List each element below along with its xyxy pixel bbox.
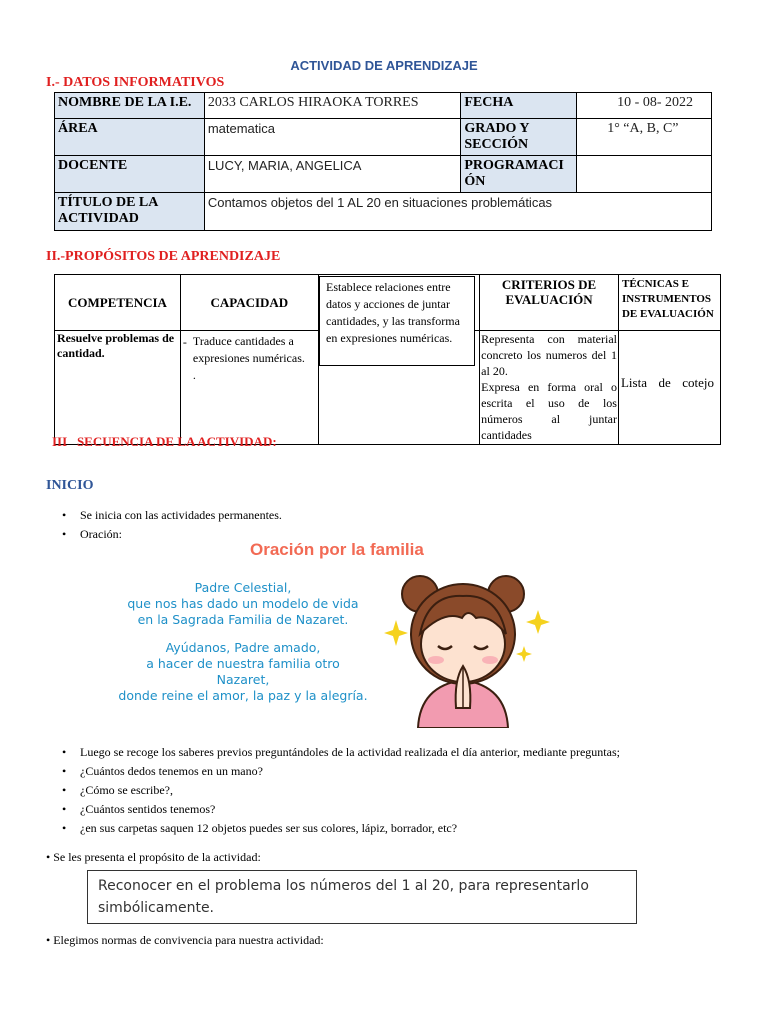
capacidad-dash: - [182, 335, 187, 349]
sparkle-icon [516, 646, 532, 662]
capacidad-header: CAPACIDAD [180, 275, 318, 331]
docente-value: LUCY, MARIA, ANGELICA [204, 156, 461, 193]
proposito-intro: • Se les presenta el propósito de la actividad: [46, 850, 261, 864]
sparkle-icon [384, 620, 408, 646]
fecha-label: FECHA [461, 93, 577, 119]
area-value: matematica [204, 119, 461, 156]
prayer-line: Padre Celestial, [194, 580, 292, 595]
competencia-value: Resuelve problemas de cantidad. [55, 331, 181, 445]
grado-label: GRADO Y SECCIÓN [461, 119, 577, 156]
capacidad-dot: . [192, 368, 196, 382]
list-item: • Luego se recoge los saberes previos preguntándoles de la actividad realizada el día anterior, mediante preguntas; [56, 743, 756, 762]
page-title: ACTIVIDAD DE APRENDIZAJE [290, 58, 478, 73]
nombre-label: NOMBRE DE LA I.E. [55, 93, 205, 119]
prayer-title: Oración por la familia [250, 540, 424, 559]
prayer-text [118, 580, 368, 704]
list-item: • ¿Cuántos sentidos tenemos? [56, 800, 756, 819]
criterio-1: Representa con material concreto los numeros del 1 al 20. [481, 332, 617, 378]
section-secuencia-heading [52, 434, 277, 450]
list-item: • Oración: [56, 525, 736, 544]
criterio-2: Expresa en forma oral o escrita el uso de los números al juntar cantidades [481, 380, 617, 442]
criterios-header: CRITERIOS DE EVALUACIÓN [480, 275, 619, 331]
inicio-heading: INICIO [46, 478, 94, 493]
prayer-line: que nos has dado un modelo de vida [127, 596, 359, 611]
list-item: • ¿en sus carpetas saquen 12 objetos puedes ser sus colores, lápiz, borrador, etc? [56, 819, 756, 838]
competencia-header: COMPETENCIA [55, 275, 181, 331]
nombre-value: 2033 CARLOS HIRAOKA TORRES [204, 93, 461, 119]
section-propositos-heading: II.-PROPÓSITOS DE APRENDIZAJE [46, 249, 281, 264]
programacion-label: PROGRAMACIÓN [461, 156, 577, 193]
sparkle-icon [526, 610, 550, 634]
prayer-line: Ayúdanos, Padre amado, [165, 640, 321, 655]
titulo-label: TÍTULO DE LA ACTIVIDAD [55, 193, 205, 231]
prayer-line: a hacer de nuestra familia otro Nazaret, [146, 656, 340, 687]
grado-value: 1° “A, B, C” [577, 119, 712, 156]
saberes-list [56, 743, 756, 838]
tecnica-value: Lista de cotejo [618, 331, 720, 445]
normas-intro: • Elegimos normas de convivencia para nuestra actividad: [46, 933, 324, 947]
secuencia-number: III [52, 434, 68, 449]
titulo-value: Contamos objetos del 1 AL 20 en situaciones problemáticas [204, 193, 711, 231]
praying-girl-illustration [378, 568, 558, 728]
secuencia-label: SECUENCIA DE LA ACTIVIDAD: [76, 434, 277, 449]
desempeno-box: Establece relaciones entre datos y acciones de juntar cantidades, y las transforma en expresiones numéricas. [319, 276, 475, 366]
tecnicas-header: TÉCNICAS E INSTRUMENTOS DE EVALUACIÓN [618, 275, 720, 331]
criterios-cell [480, 331, 619, 445]
prayer-line: en la Sagrada Familia de Nazaret. [137, 612, 349, 627]
area-label: ÁREA [55, 119, 205, 156]
list-item: • ¿Cuántos dedos tenemos en un mano? [56, 762, 756, 781]
capacidad-cell [180, 331, 318, 445]
programacion-value [577, 156, 712, 193]
fecha-value: 10 - 08- 2022 [577, 93, 712, 119]
docente-label: DOCENTE [55, 156, 205, 193]
capacidad-value: Traduce cantidades a expresiones numéricas. [192, 334, 305, 365]
proposito-box: Reconocer en el problema los números del 1 al 20, para representarlo simbólicamente. [87, 870, 637, 924]
section-datos-heading: I.- DATOS INFORMATIVOS [46, 75, 225, 90]
list-item: • ¿Cómo se escribe?, [56, 781, 756, 800]
list-item: • Se inicia con las actividades permanentes. [56, 506, 736, 525]
datos-table [54, 92, 712, 231]
prayer-line: donde reine el amor, la paz y la alegría. [118, 688, 368, 703]
